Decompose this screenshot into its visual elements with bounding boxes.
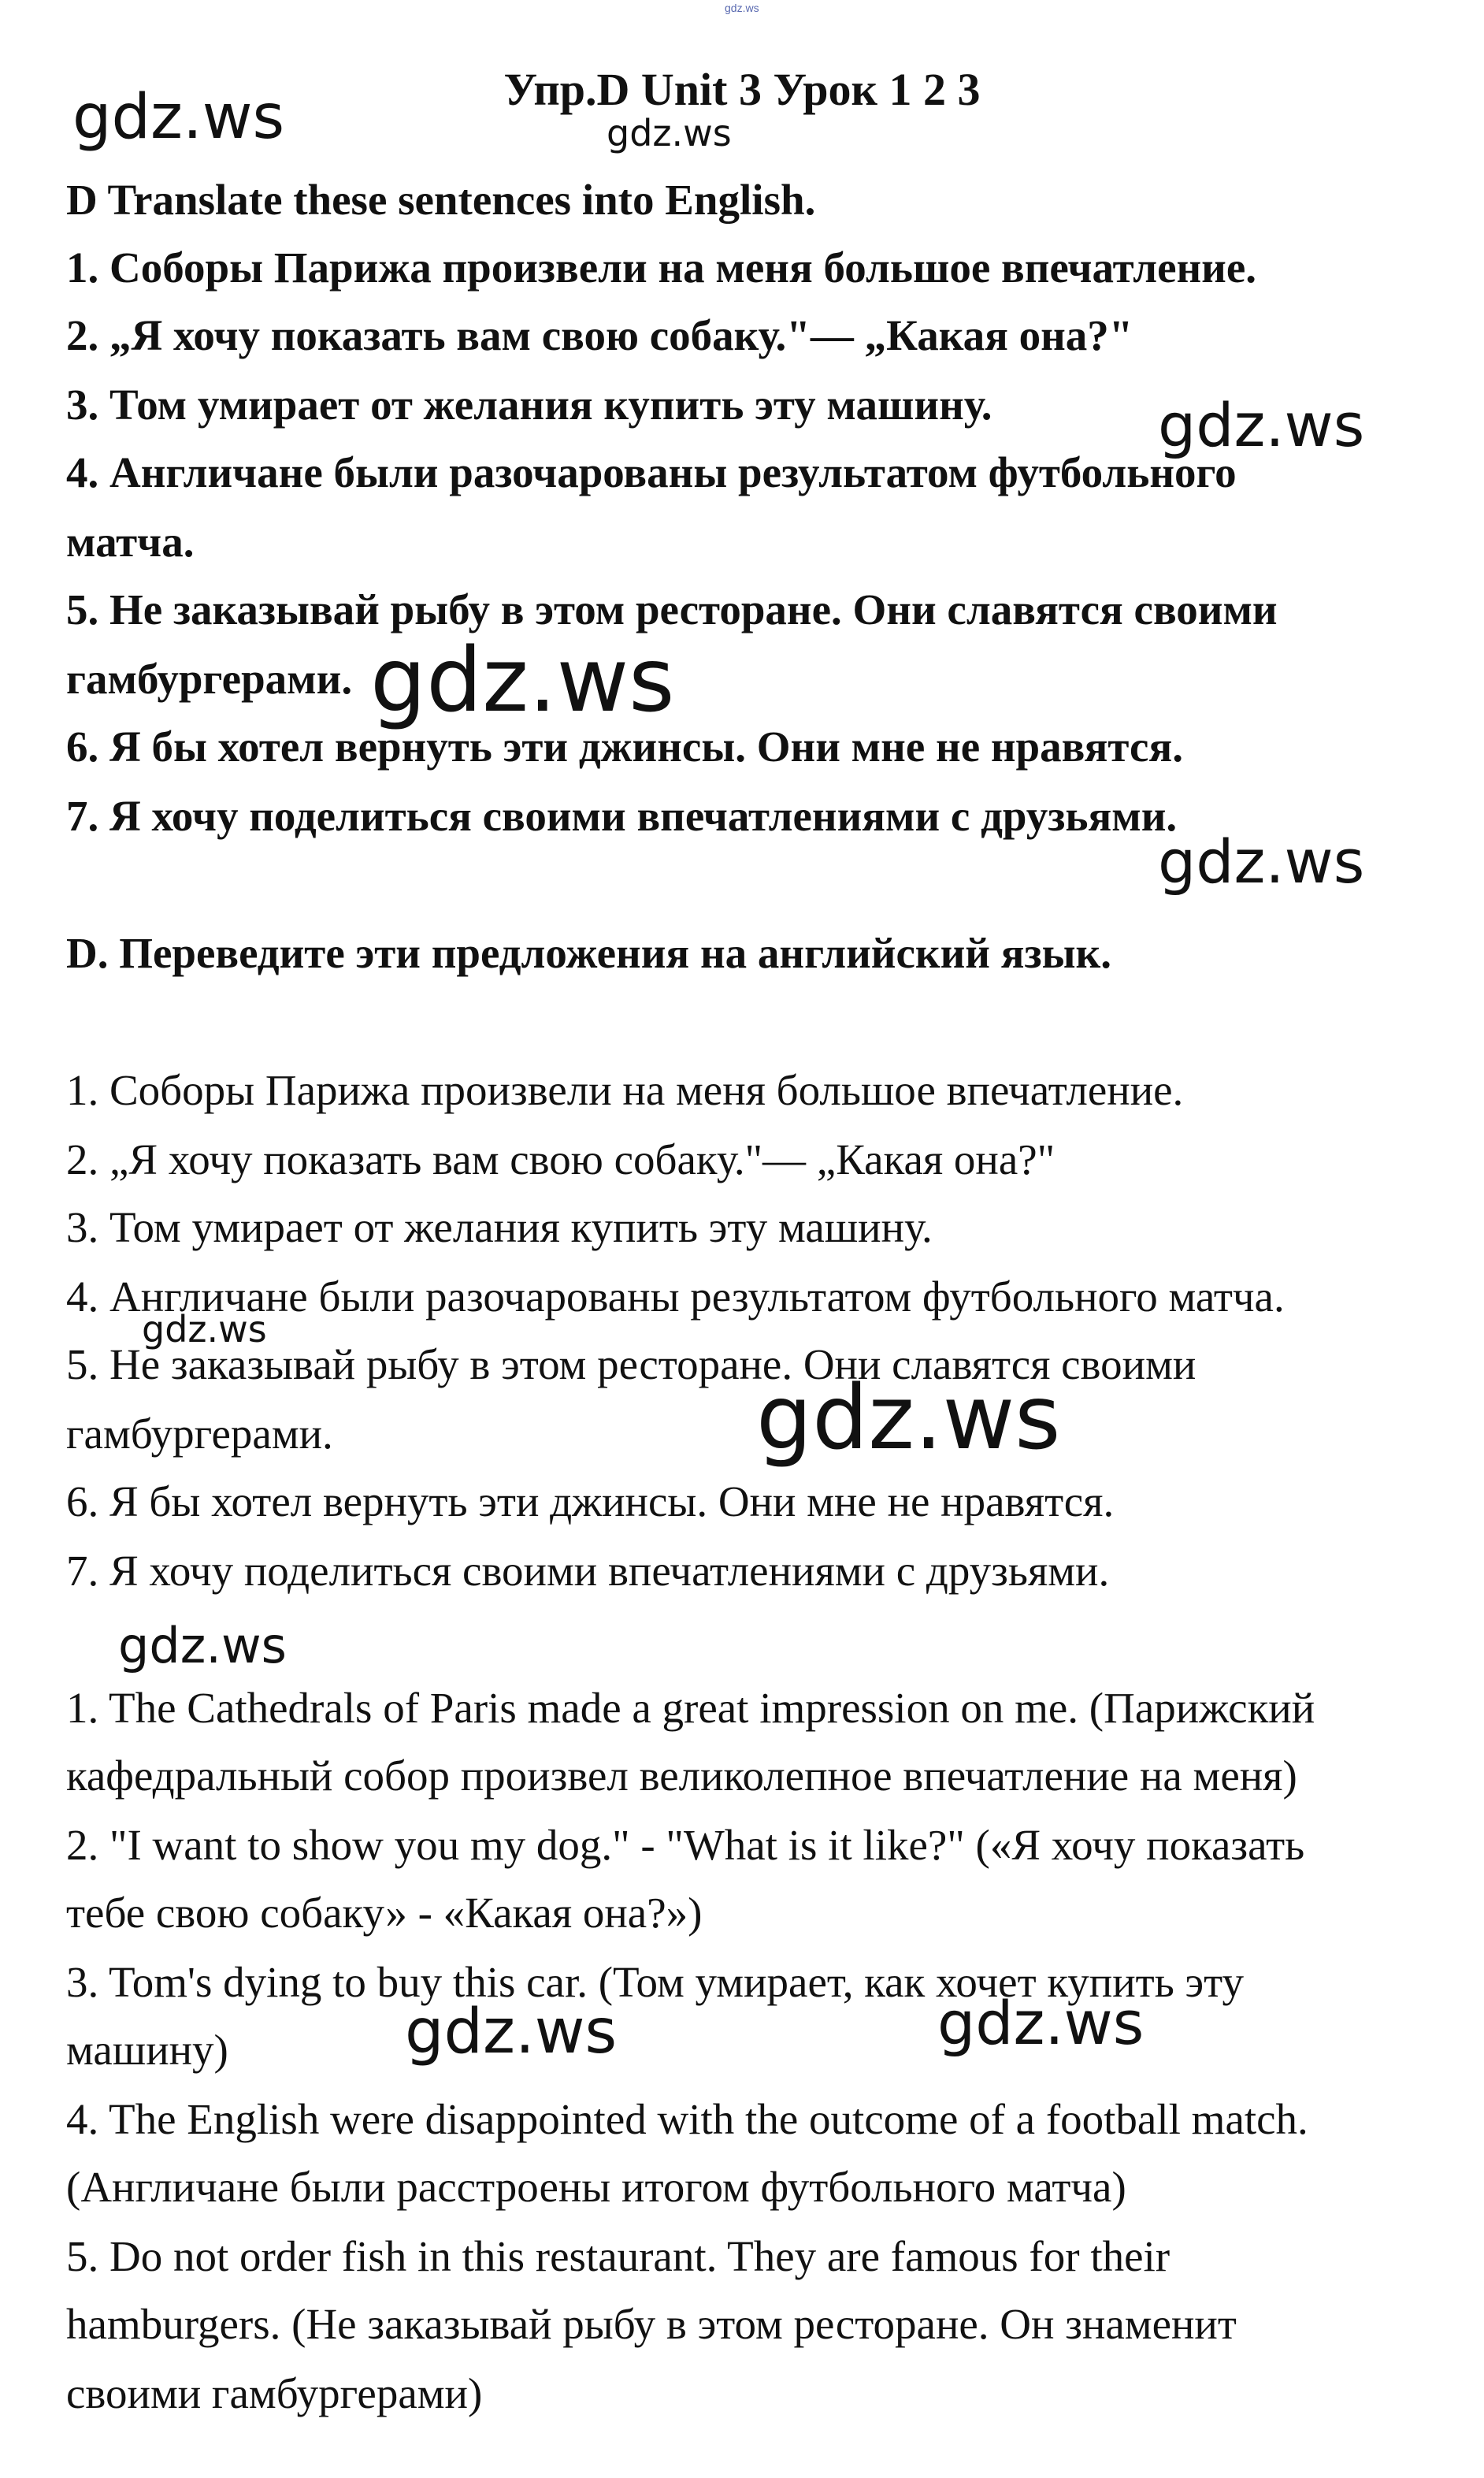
answer-line-4: 4. The English were disappointed with the outcome of a football match. — [66, 2095, 1308, 2143]
ru-line-1: 1. Соборы Парижа произвели на меня большое впечатление. — [66, 1066, 1184, 1114]
answer-line-4-cont: (Англичане были расстроены итогом футбольного матча) — [66, 2163, 1126, 2211]
ru-line-6: 6. Я бы хотел вернуть эти джинсы. Они мне не нравятся. — [66, 1477, 1115, 1525]
answer-line-5-cont: hamburgers. (Не заказывай рыбу в этом ресторане. Он знаменит — [66, 2300, 1237, 2348]
task-line-4-cont: матча. — [66, 518, 195, 566]
task-ru-heading: D. Переведите эти предложения на английский язык. — [66, 929, 1111, 977]
watermark: gdz.ws — [72, 82, 285, 153]
ru-line-3: 3. Том умирает от желания купить эту машину. — [66, 1203, 933, 1251]
task-line-4: 4. Англичане были разочарованы результатом футбольного — [66, 448, 1237, 496]
answer-line-1-cont: кафедральный собор произвел великолепное впечатление на меня) — [66, 1752, 1297, 1800]
answer-line-2: 2. "I want to show you my dog." - "What is it like?" («Я хочу показать — [66, 1821, 1305, 1869]
task-line-6: 6. Я бы хотел вернуть эти джинсы. Они мне не нравятся. — [66, 723, 1183, 771]
watermark: gdz.ws — [607, 112, 732, 154]
task-heading: D Translate these sentences into English. — [66, 176, 816, 224]
watermark: gdz.ws — [1158, 390, 1365, 460]
watermark: gdz.ws — [118, 1617, 287, 1674]
watermark: gdz.ws — [370, 630, 675, 732]
ru-line-5-cont: гамбургерами. — [66, 1410, 333, 1458]
answer-line-1: 1. The Cathedrals of Paris made a great impression on me. (Парижский — [66, 1684, 1315, 1732]
answer-line-5: 5. Do not order fish in this restaurant. They are famous for their — [66, 2232, 1171, 2280]
task-line-5: 5. Не заказывай рыбу в этом ресторане. Они славятся своими — [66, 585, 1278, 633]
task-line-5-cont: гамбургерами. — [66, 655, 353, 703]
answer-line-5-cont2: своими гамбургерами) — [66, 2369, 483, 2417]
watermark: gdz.ws — [405, 1997, 618, 2067]
watermark: gdz.ws — [937, 1988, 1145, 2058]
answer-line-2-cont: тебе свою собаку» - «Какая она?») — [66, 1889, 703, 1937]
answer-line-3-cont: машину) — [66, 2026, 228, 2074]
top-site-mark: gdz.ws — [725, 2, 759, 14]
answer-line-3: 3. Tom's dying to buy this car. (Том умирает, как хочет купить эту — [66, 1958, 1244, 2006]
task-line-3: 3. Том умирает от желания купить эту машину. — [66, 381, 992, 429]
watermark: gdz.ws — [1158, 827, 1365, 897]
watermark: gdz.ws — [142, 1308, 267, 1350]
ru-line-5: 5. Не заказывай рыбу в этом ресторане. Они славятся своими — [66, 1340, 1196, 1388]
task-line-1: 1. Соборы Парижа произвели на меня большое впечатление. — [66, 243, 1257, 292]
watermark: gdz.ws — [756, 1367, 1061, 1469]
task-line-2: 2. „Я хочу показать вам свою собаку."— „Какая она?" — [66, 311, 1133, 359]
page-title: Упр.D Unit 3 Урок 1 2 3 — [503, 64, 981, 115]
ru-line-2: 2. „Я хочу показать вам свою собаку."— „Какая она?" — [66, 1135, 1055, 1183]
ru-line-7: 7. Я хочу поделиться своими впечатлениями с друзьями. — [66, 1547, 1110, 1595]
ru-line-4: 4. Англичане были разочарованы результатом футбольного матча. — [66, 1272, 1285, 1321]
task-line-7: 7. Я хочу поделиться своими впечатлениями с друзьями. — [66, 792, 1178, 840]
